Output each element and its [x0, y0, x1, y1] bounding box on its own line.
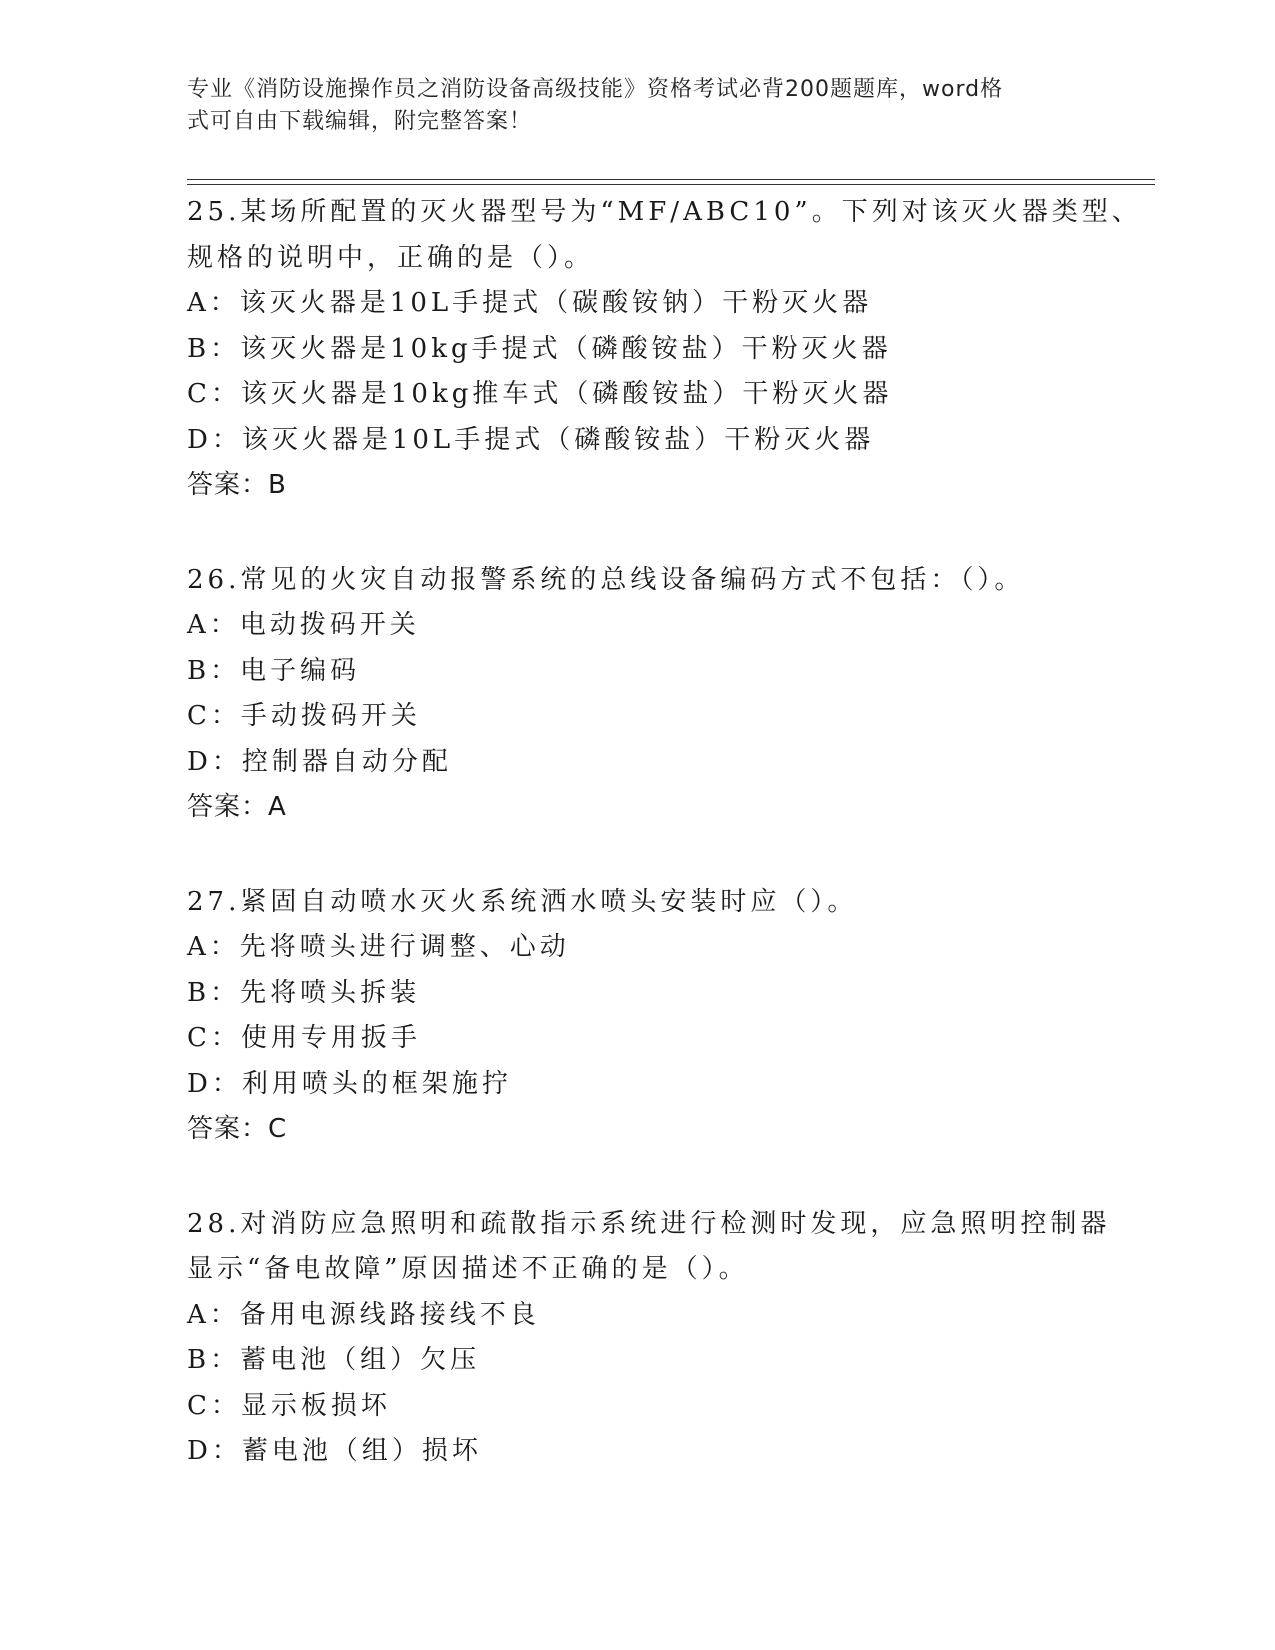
option-b: B：蓄电池（组）欠压 — [187, 1345, 481, 1375]
option-b: B：先将喷头拆装 — [187, 977, 421, 1008]
option-c: C：显示板损坏 — [187, 1390, 391, 1421]
option-d: D：该灭火器是10L手提式（磷酸铵盐）干粉灭火器 — [187, 424, 875, 455]
question-stem-line: 规格的说明中，正确的是（）。 — [187, 242, 595, 273]
question-stem-line: 26.常见的火灾自动报警系统的总线设备编码方式不包括：（）。 — [187, 564, 1025, 595]
option-d: D：控制器自动分配 — [187, 746, 452, 777]
question-list — [187, 190, 1142, 1524]
answer-label: 答案：A — [187, 792, 287, 822]
question-27 — [187, 880, 1087, 1153]
option-a: A：备用电源线路接线不良 — [187, 1299, 540, 1330]
question-stem-line: 25.某场所配置的灭火器型号为“MF/ABC10”。下列对该灭火器类型、 — [187, 197, 1142, 227]
question-stem-line: 28.对消防应急照明和疏散指示系统进行检测时发现，应急照明控制器 — [187, 1208, 1111, 1239]
option-b: B：该灭火器是10kg手提式（磷酸铵盐）干粉灭火器 — [187, 333, 892, 364]
answer-label: 答案：B — [187, 470, 287, 500]
question-25 — [187, 190, 1142, 509]
option-a: A：先将喷头进行调整、心动 — [187, 932, 570, 962]
option-c: C：使用专用扳手 — [187, 1023, 421, 1053]
header-divider-top — [187, 179, 1155, 180]
option-d: D：利用喷头的框架施拧 — [187, 1068, 512, 1099]
option-d: D：蓄电池（组）损坏 — [187, 1436, 482, 1466]
header-line-2: 式可自由下载编辑，附完整答案！ — [187, 109, 533, 134]
header-line-1: 专业《消防设施操作员之消防设备高级技能》资格考试必背200题题库，word格 — [187, 77, 1004, 102]
question-stem-line: 27.紧固自动喷水灭火系统洒水喷头安装时应（）。 — [187, 886, 858, 917]
header-divider-bottom — [187, 184, 1155, 185]
option-a: A：该灭火器是10L手提式（碳酸铵钠）干粉灭火器 — [187, 288, 873, 318]
option-c: C：手动拨码开关 — [187, 701, 421, 731]
answer-label: 答案：C — [187, 1114, 288, 1144]
question-stem-line: 显示“备电故障”原因描述不正确的是（）。 — [187, 1254, 749, 1284]
question-26 — [187, 558, 1087, 831]
question-28 — [187, 1202, 1111, 1475]
option-a: A：电动拨码开关 — [187, 610, 420, 640]
document-header — [187, 74, 1067, 138]
option-b: B：电子编码 — [187, 655, 361, 686]
option-c: C：该灭火器是10kg推车式（磷酸铵盐）干粉灭火器 — [187, 379, 893, 409]
